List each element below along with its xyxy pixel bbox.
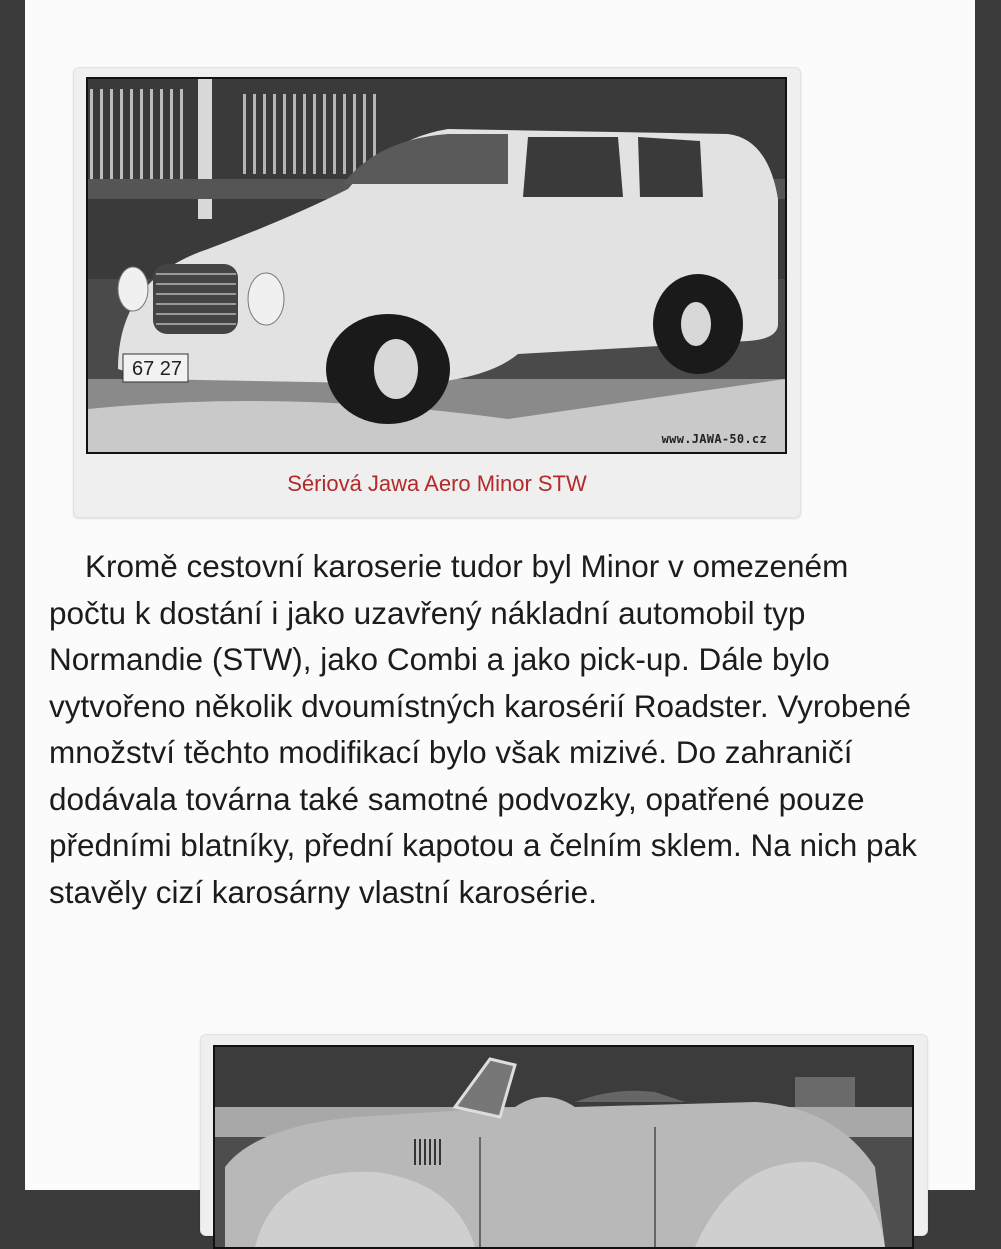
article-page <box>25 0 975 1190</box>
figure-caption: Sériová Jawa Aero Minor STW <box>287 471 587 496</box>
license-plate-text: 67 27 <box>132 358 183 380</box>
figure-roadster <box>200 1034 928 1236</box>
article-paragraph: Kromě cestovní karoserie tudor byl Minor v omezeném počtu k dostání i jako uzavřený nákladní automobil typ Normandie (STW), jako Combi a jako pick-up. Dále bylo vytvořeno několik dvoumístných karosérií Roadster. Vyrobené množství těchto modifikací bylo však mizivé. Do zahraničí dodávala továrna také samotné podvozky, opatřené pouze předními blatníky, přední kapotou a čelním sklem. Na nich pak stavěly cizí karosárny vlastní karosérie. <box>49 548 917 910</box>
figure-stw <box>73 67 801 518</box>
photo-stw-van <box>86 77 787 454</box>
watermark: www.JAWA-50.cz <box>661 432 767 446</box>
photo-roadster <box>213 1045 914 1249</box>
